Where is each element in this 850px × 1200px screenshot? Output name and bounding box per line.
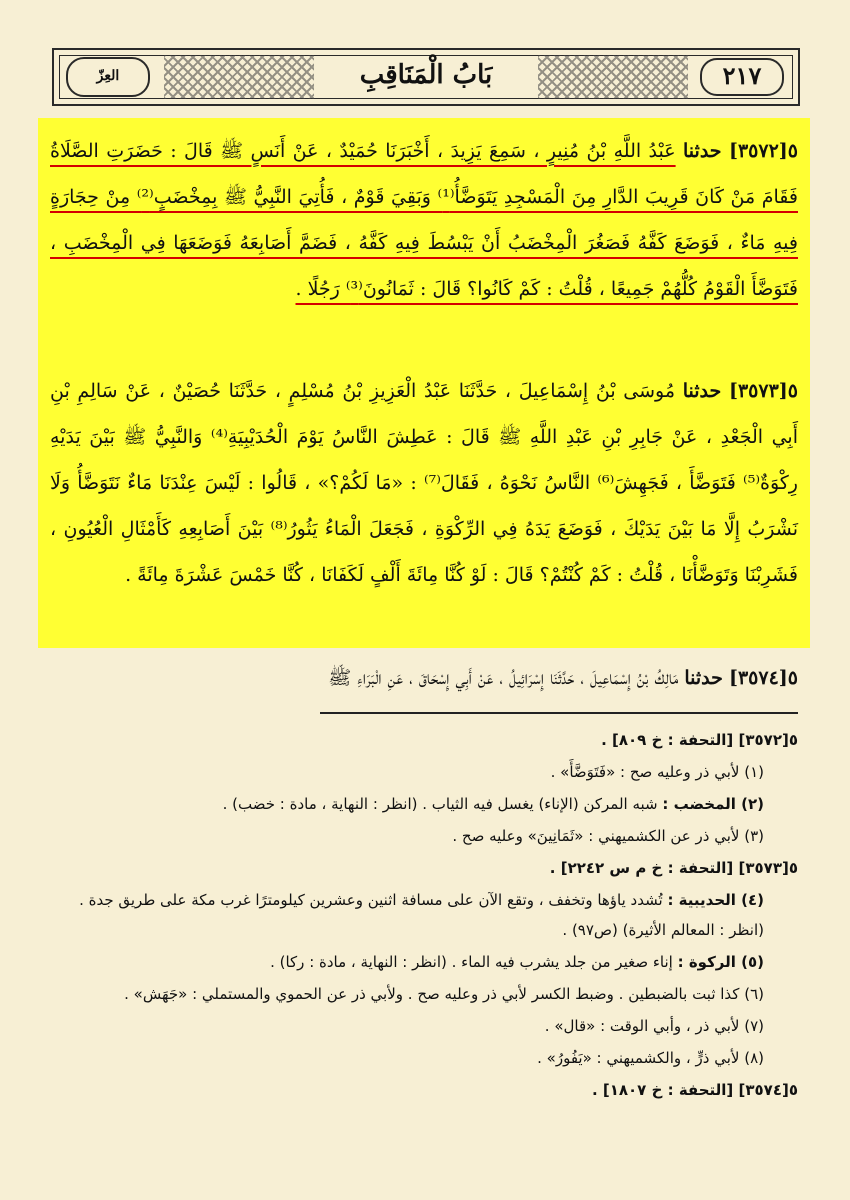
footnote-term: (٤) الحديبية : [667, 891, 764, 909]
footnote-5 [50, 947, 798, 979]
footnote-text: إناء صغير من جلد يشرب فيه الماء . (انظر : النهاية ، مادة : ركا) . [270, 953, 673, 971]
hadith-lead: حدثنا [683, 140, 722, 162]
hadith-text: مُوسَى بْنُ إِسْمَاعِيلَ ، حَدَّثَنَا عَبْدُ الْعَزِيزِ بْنُ مُسْلِمٍ ، حَدَّثَنَا حُصَيْنٌ ، عَنْ سَالِمِ بْنِ أَبِي الْجَعْدِ ، عَنْ جَابِرِ بْنِ عَبْدِ اللَّهِ ﷺ قَالَ : عَطِشَ النَّاسُ يَوْمَ الْحُدَيْبِيَةِ⁽⁴⁾ وَالنَّبِيُّ ﷺ بَيْنَ يَدَيْهِ رِكْوَةٌ⁽⁵⁾ فَتَوَضَّأَ ، فَجَهِشَ⁽⁶⁾ النَّاسُ نَحْوَهُ ، فَقَالَ⁽⁷⁾ : «مَا لَكُمْ؟» ، قَالُوا : لَيْسَ عِنْدَنَا مَاءٌ نَتَوَضَّأُ وَلَا نَشْرَبُ إِلَّا مَا بَيْنَ يَدَيْكَ ، فَوَضَعَ يَدَهُ فِي الرِّكْوَةِ ، فَجَعَلَ الْمَاءُ يَثُورُ⁽⁸⁾ بَيْنَ أَصَابِعِهِ كَأَمْثَالِ الْعُيُونِ ، فَشَرِبْنَا وَتَوَضَّأْنَا ، قُلْتُ : كَمْ كُنْتُمْ؟ قَالَ : لَوْ كُنَّا مِائَةَ أَلْفٍ لَكَفَانَا ، كُنَّا خَمْسَ عَشْرَةَ مِائَةً . [50, 380, 798, 586]
hadith-lead: حدثنا [684, 667, 723, 689]
page-header [52, 48, 800, 106]
footnote-text: شبه المركن (الإناء) يغسل فيه الثياب . (انظر : النهاية ، مادة : خضب) . [222, 795, 658, 813]
footnotes [50, 725, 798, 1107]
footnote-ref-3572: ٥[٣٥٧٢] [التحفة : خ ٨٠٩] . [601, 731, 798, 749]
footnote-term: (٥) الركوة : [677, 953, 764, 971]
hadith-text: مَالِكُ بْنُ إِسْمَاعِيلَ ، حَدَّثَنَا إِسْرَائِيلُ ، عَنْ أَبِي إِسْحَاقَ ، عَنِ الْبَرَاءِ ﷺ [328, 667, 679, 689]
hadith-number: ٥[٣٥٧٤] [728, 667, 798, 689]
footnote-3: (٣) لأبي ذر عن الكشميهني : «ثَمَانِينَ» وعليه صح . [452, 827, 764, 845]
page-number: ٢١٧ [700, 58, 784, 96]
footnote-8: (٨) لأبي ذرٍّ ، والكشميهني : «يَفُورُ» . [537, 1049, 764, 1067]
footnote-6: (٦) كذا ثبت بالضبطين . وضبط الكسر لأبي ذر وعليه صح . ولأبي ذر عن الحموي والمستملي : «جَهَش» . [124, 985, 764, 1003]
footnote-2 [50, 789, 798, 821]
hadith-3572 [50, 128, 798, 312]
hadith-text: عَبْدُ اللَّهِ بْنُ مُنِيرٍ ، سَمِعَ يَزِيدَ ، أَخْبَرَنَا حُمَيْدٌ ، عَنْ أَنَسٍ ﷺ قَالَ : حَضَرَتِ الصَّلَاةُ فَقَامَ مَنْ كَانَ قَرِيبَ الدَّارِ مِنَ الْمَسْجِدِ يَتَوَضَّأُ⁽¹⁾ وَبَقِيَ قَوْمٌ ، فَأُتِيَ النَّبِيُّ ﷺ بِمِخْضَبٍ⁽²⁾ مِنْ حِجَارَةٍ فِيهِ مَاءٌ ، فَوَضَعَ كَفَّهُ فَصَغُرَ الْمِخْضَبُ أَنْ يَبْسُطَ فِيهِ كَفَّهُ ، فَضَمَّ أَصَابِعَهُ فَوَضَعَهَا فِي الْمِخْضَبِ ، فَتَوَضَّأَ الْقَوْمُ كُلُّهُمْ جَمِيعًا ، قُلْتُ : كَمْ كَانُوا؟ قَالَ : ثَمَانُونَ⁽³⁾ رَجُلًا . [50, 140, 798, 300]
footnote-ref-3574: ٥[٣٥٧٤] [التحفة : خ ١٨٠٧] . [591, 1081, 798, 1099]
hadith-number: ٥[٣٥٧٣] [728, 380, 798, 402]
footnote-1: (١) لأبي ذر وعليه صح : «فَتَوَضَّأَ» . [550, 763, 764, 781]
hadith-3574 [50, 655, 798, 701]
footnote-7: (٧) لأبي ذر ، وأبي الوقت : «قال» . [544, 1017, 764, 1035]
footnote-ref-3573: ٥[٣٥٧٣] [التحفة : خ م س ٢٢٤٢] . [549, 859, 798, 877]
hadith-lead: حدثنا [682, 380, 722, 402]
footnote-4 [50, 885, 798, 947]
hadith-number: ٥[٣٥٧٢] [728, 140, 798, 162]
publisher-logo: العِزّ [66, 57, 150, 97]
chapter-title: بَابُ الْمَنَاقِبِ [359, 60, 493, 90]
footnote-divider [320, 712, 798, 714]
hadith-3573 [50, 368, 798, 598]
footnote-text: تُشدد ياؤها وتخفف ، وتقع الآن على مسافة اثنين وعشرين كيلومترًا غرب مكة على طريق جدة . (انظر : المعالم الأثيرة) (ص٩٧) . [79, 891, 764, 939]
footnote-term: (٢) المخضب : [662, 795, 764, 813]
